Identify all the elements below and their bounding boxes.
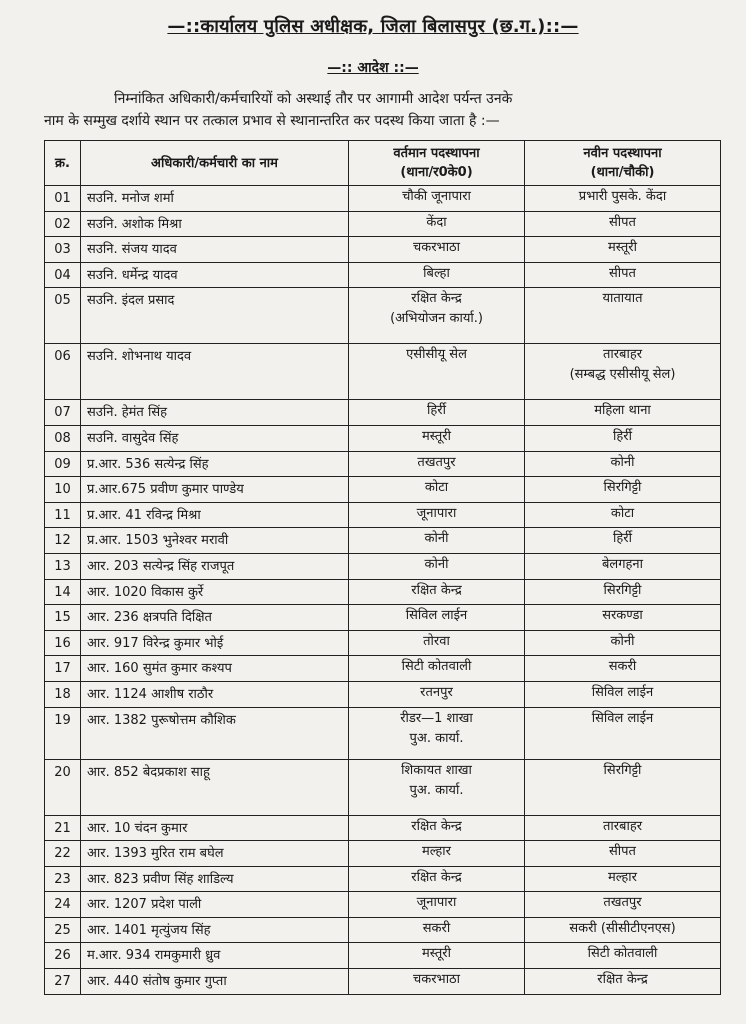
table-row	[45, 841, 721, 867]
employee-name-cell: सउनि. धर्मेन्द्र यादव	[81, 262, 349, 288]
table-row	[45, 759, 721, 815]
new-posting-cell	[525, 400, 721, 426]
current-posting-line: रतनपुर	[420, 684, 453, 700]
serial-number-cell: 17	[45, 656, 81, 682]
table-row	[45, 237, 721, 263]
new-posting-cell	[525, 451, 721, 477]
office-title: —::कार्यालय पुलिस अधीक्षक, जिला बिलासपुर (छ.ग.)::—	[167, 16, 579, 37]
new-posting-cell	[525, 943, 721, 969]
serial-number-cell: 26	[45, 943, 81, 969]
table-row	[45, 553, 721, 579]
serial-number-cell: 12	[45, 528, 81, 554]
employee-name-cell: आर. 917 विरेन्द्र कुमार भोई	[81, 630, 349, 656]
current-posting-line: कोटा	[424, 480, 449, 496]
serial-number-cell: 27	[45, 969, 81, 995]
table-row	[45, 288, 721, 344]
header-current-line-2: (थाना/र0के0)	[400, 165, 473, 180]
table-row	[45, 451, 721, 477]
serial-number-cell: 16	[45, 630, 81, 656]
current-posting-cell	[349, 425, 525, 451]
header-new-line-1: नवीन पदस्थापना	[583, 146, 662, 161]
new-posting-line: सरकण्डा	[602, 608, 643, 624]
current-posting-cell	[349, 451, 525, 477]
serial-number-cell: 15	[45, 605, 81, 631]
employee-name-cell: प्र.आर. 536 सत्येन्द्र सिंह	[81, 451, 349, 477]
new-posting-cell	[525, 841, 721, 867]
new-posting-line: सीपत	[609, 844, 636, 860]
new-posting-cell	[525, 892, 721, 918]
employee-name-cell: सउनि. शोभनाथ यादव	[81, 344, 349, 400]
new-posting-cell	[525, 866, 721, 892]
employee-name-cell: आर. 1124 आशीष राठौर	[81, 681, 349, 707]
current-posting-line: रीडर—1 शाखा	[400, 710, 473, 726]
new-posting-line: सिविल लाईन	[591, 684, 654, 700]
new-posting-line: बेलगहना	[601, 556, 644, 572]
current-posting-line: मस्तूरी	[422, 946, 451, 962]
serial-number-cell: 10	[45, 477, 81, 503]
current-posting-cell	[349, 211, 525, 237]
new-posting-cell	[525, 186, 721, 212]
current-posting-line: सकरी	[422, 920, 451, 936]
current-posting-cell	[349, 707, 525, 759]
current-posting-line: (अभियोजन कार्या.)	[390, 311, 483, 327]
current-posting-cell	[349, 892, 525, 918]
serial-number-cell: 01	[45, 186, 81, 212]
order-heading: —:: आदेश ::—	[327, 60, 419, 76]
employee-name-cell: आर. 1393 मुरित राम बघेल	[81, 841, 349, 867]
new-posting-line: कोनी	[610, 454, 635, 470]
new-posting-line: सीपत	[609, 214, 636, 230]
new-posting-cell	[525, 262, 721, 288]
current-posting-line: जूनापारा	[416, 895, 457, 911]
serial-number-cell: 13	[45, 553, 81, 579]
new-posting-cell	[525, 502, 721, 528]
new-posting-line: सकरी (सीसीटीएनएस)	[569, 920, 676, 936]
header-serial: क्र.	[45, 141, 81, 186]
current-posting-line: सिविल लाईन	[405, 608, 468, 624]
table-row	[45, 186, 721, 212]
current-posting-cell	[349, 579, 525, 605]
serial-number-cell: 21	[45, 815, 81, 841]
employee-name-cell: आर. 1207 प्रदेश पाली	[81, 892, 349, 918]
serial-number-cell: 14	[45, 579, 81, 605]
current-posting-cell	[349, 943, 525, 969]
current-posting-line: रक्षित केन्द्र	[411, 818, 462, 834]
current-posting-cell	[349, 969, 525, 995]
new-posting-line: (सम्बद्ध एसीसीयू सेल)	[569, 367, 676, 383]
header-new-line-2: (थाना/चौकी)	[590, 165, 655, 180]
new-posting-cell	[525, 681, 721, 707]
serial-number-cell: 20	[45, 759, 81, 815]
employee-name-cell: आर. 1401 मृत्युंजय सिंह	[81, 917, 349, 943]
table-row	[45, 528, 721, 554]
table-row	[45, 656, 721, 682]
table-row	[45, 477, 721, 503]
new-posting-cell	[525, 477, 721, 503]
serial-number-cell: 07	[45, 400, 81, 426]
transfer-table	[44, 140, 721, 995]
table-row	[45, 579, 721, 605]
serial-number-cell: 09	[45, 451, 81, 477]
table-row	[45, 262, 721, 288]
employee-name-cell: आर. 160 सुमंत कुमार कश्यप	[81, 656, 349, 682]
current-posting-cell	[349, 344, 525, 400]
serial-number-cell: 05	[45, 288, 81, 344]
new-posting-line: कोटा	[610, 505, 635, 521]
serial-number-cell: 25	[45, 917, 81, 943]
current-posting-cell	[349, 630, 525, 656]
new-posting-line: सिविल लाईन	[591, 710, 654, 726]
header-current-posting	[349, 141, 525, 186]
current-posting-cell	[349, 237, 525, 263]
table-row	[45, 630, 721, 656]
current-posting-line: चकरभाठा	[413, 972, 460, 988]
employee-name-cell: सउनि. हेमंत सिंह	[81, 400, 349, 426]
new-posting-cell	[525, 528, 721, 554]
new-posting-line: सिरगिट्टी	[603, 762, 642, 778]
header-new-posting	[525, 141, 721, 186]
new-posting-line: सिटी कोतवाली	[587, 946, 658, 962]
serial-number-cell: 18	[45, 681, 81, 707]
table-body	[45, 186, 721, 995]
new-posting-cell	[525, 211, 721, 237]
current-posting-cell	[349, 528, 525, 554]
new-posting-cell	[525, 288, 721, 344]
new-posting-cell	[525, 579, 721, 605]
table-row	[45, 866, 721, 892]
table-row	[45, 681, 721, 707]
new-posting-line: तारबाहर	[602, 818, 643, 834]
table-row	[45, 211, 721, 237]
table-row	[45, 969, 721, 995]
new-posting-line: कोनी	[610, 633, 635, 649]
current-posting-line: हिर्री	[427, 403, 446, 419]
current-posting-line: मस्तूरी	[422, 428, 451, 444]
current-posting-line: तखतपुर	[417, 454, 456, 470]
serial-number-cell: 08	[45, 425, 81, 451]
new-posting-line: महिला थाना	[594, 403, 651, 419]
current-posting-line: पुअ. कार्या.	[409, 730, 464, 746]
serial-number-cell: 06	[45, 344, 81, 400]
new-posting-line: मल्हार	[608, 869, 637, 885]
table-row	[45, 502, 721, 528]
current-posting-cell	[349, 866, 525, 892]
current-posting-cell	[349, 841, 525, 867]
current-posting-cell	[349, 502, 525, 528]
table-row	[45, 605, 721, 631]
employee-name-cell: आर. 823 प्रवीण सिंह शाडिल्य	[81, 866, 349, 892]
order-intro	[44, 88, 714, 132]
current-posting-line: शिकायत शाखा	[401, 762, 472, 778]
new-posting-cell	[525, 815, 721, 841]
current-posting-cell	[349, 815, 525, 841]
employee-name-cell: आर. 1020 विकास कुर्रे	[81, 579, 349, 605]
current-posting-line: तोरवा	[423, 633, 450, 649]
current-posting-line: चकरभाठा	[413, 240, 460, 256]
new-posting-line: हिर्री	[613, 531, 632, 547]
current-posting-cell	[349, 186, 525, 212]
current-posting-cell	[349, 656, 525, 682]
new-posting-cell	[525, 707, 721, 759]
new-posting-line: तारबाहर	[602, 347, 643, 363]
new-posting-cell	[525, 425, 721, 451]
serial-number-cell: 19	[45, 707, 81, 759]
new-posting-cell	[525, 237, 721, 263]
employee-name-cell: आर. 203 सत्येन्द्र सिंह राजपूत	[81, 553, 349, 579]
new-posting-line: रक्षित केन्द्र	[597, 972, 648, 988]
new-posting-line: यातायात	[602, 291, 643, 307]
current-posting-line: पुअ. कार्या.	[409, 782, 464, 798]
employee-name-cell: सउनि. इंदल प्रसाद	[81, 288, 349, 344]
new-posting-line: हिर्री	[613, 428, 632, 444]
new-posting-cell	[525, 969, 721, 995]
current-posting-cell	[349, 553, 525, 579]
current-posting-line: जूनापारा	[416, 505, 457, 521]
current-posting-cell	[349, 759, 525, 815]
current-posting-cell	[349, 681, 525, 707]
new-posting-cell	[525, 344, 721, 400]
table-row	[45, 425, 721, 451]
table-row	[45, 344, 721, 400]
intro-line-1: निम्नांकित अधिकारी/कर्मचारियों को अस्थाई तौर पर आगामी आदेश पर्यन्त उनके	[114, 91, 513, 107]
current-posting-cell	[349, 477, 525, 503]
current-posting-cell	[349, 262, 525, 288]
serial-number-cell: 24	[45, 892, 81, 918]
new-posting-cell	[525, 917, 721, 943]
current-posting-cell	[349, 605, 525, 631]
employee-name-cell: म.आर. 934 रामकुमारी ध्रुव	[81, 943, 349, 969]
table-row	[45, 400, 721, 426]
intro-line-2: नाम के सम्मुख दर्शाये स्थान पर तत्काल प्रभाव से स्थानान्तरित कर पदस्थ किया जाता है :—	[44, 113, 500, 129]
employee-name-cell: आर. 236 क्षत्रपति दिक्षित	[81, 605, 349, 631]
employee-name-cell: आर. 10 चंदन कुमार	[81, 815, 349, 841]
current-posting-line: बिल्हा	[423, 265, 450, 281]
current-posting-line: कोनी	[424, 531, 449, 547]
current-posting-line: केंदा	[426, 214, 447, 230]
current-posting-cell	[349, 917, 525, 943]
current-posting-line: कोनी	[424, 556, 449, 572]
table-row	[45, 892, 721, 918]
employee-name-cell: प्र.आर. 41 रविन्द्र मिश्रा	[81, 502, 349, 528]
new-posting-cell	[525, 630, 721, 656]
employee-name-cell: आर. 852 बेदप्रकाश साहू	[81, 759, 349, 815]
serial-number-cell: 03	[45, 237, 81, 263]
new-posting-line: सीपत	[609, 265, 636, 281]
new-posting-line: सकरी	[608, 659, 637, 675]
new-posting-line: मस्तूरी	[608, 240, 637, 256]
current-posting-line: एसीसीयू सेल	[406, 347, 467, 363]
current-posting-line: रक्षित केन्द्र	[411, 869, 462, 885]
serial-number-cell: 23	[45, 866, 81, 892]
new-posting-line: सिरगिट्टी	[603, 480, 642, 496]
table-row	[45, 917, 721, 943]
employee-name-cell: सउनि. वासुदेव सिंह	[81, 425, 349, 451]
table-header-row	[45, 141, 721, 186]
serial-number-cell: 22	[45, 841, 81, 867]
table-row	[45, 943, 721, 969]
new-posting-line: प्रभारी पुसके. केंदा	[578, 189, 667, 204]
current-posting-line: चौकी जूनापारा	[402, 189, 471, 204]
employee-name-cell: सउनि. मनोज शर्मा	[81, 186, 349, 212]
new-posting-cell	[525, 759, 721, 815]
current-posting-line: सिटी कोतवाली	[401, 659, 472, 675]
current-posting-line: रक्षित केन्द्र	[411, 291, 462, 307]
employee-name-cell: सउनि. संजय यादव	[81, 237, 349, 263]
header-name: अधिकारी/कर्मचारी का नाम	[81, 141, 349, 186]
new-posting-line: सिरगिट्टी	[603, 582, 642, 598]
new-posting-cell	[525, 656, 721, 682]
table-row	[45, 815, 721, 841]
table-row	[45, 707, 721, 759]
current-posting-cell	[349, 288, 525, 344]
employee-name-cell: प्र.आर.675 प्रवीण कुमार पाण्डेय	[81, 477, 349, 503]
employee-name-cell: सउनि. अशोक मिश्रा	[81, 211, 349, 237]
employee-name-cell: आर. 1382 पुरूषोत्तम कौशिक	[81, 707, 349, 759]
current-posting-line: रक्षित केन्द्र	[411, 582, 462, 598]
new-posting-line: तखतपुर	[603, 895, 642, 911]
current-posting-line: मल्हार	[422, 844, 451, 860]
employee-name-cell: प्र.आर. 1503 भुनेश्वर मरावी	[81, 528, 349, 554]
serial-number-cell: 02	[45, 211, 81, 237]
serial-number-cell: 11	[45, 502, 81, 528]
current-posting-cell	[349, 400, 525, 426]
new-posting-cell	[525, 553, 721, 579]
serial-number-cell: 04	[45, 262, 81, 288]
new-posting-cell	[525, 605, 721, 631]
header-current-line-1: वर्तमान पदस्थापना	[393, 146, 480, 161]
employee-name-cell: आर. 440 संतोष कुमार गुप्ता	[81, 969, 349, 995]
